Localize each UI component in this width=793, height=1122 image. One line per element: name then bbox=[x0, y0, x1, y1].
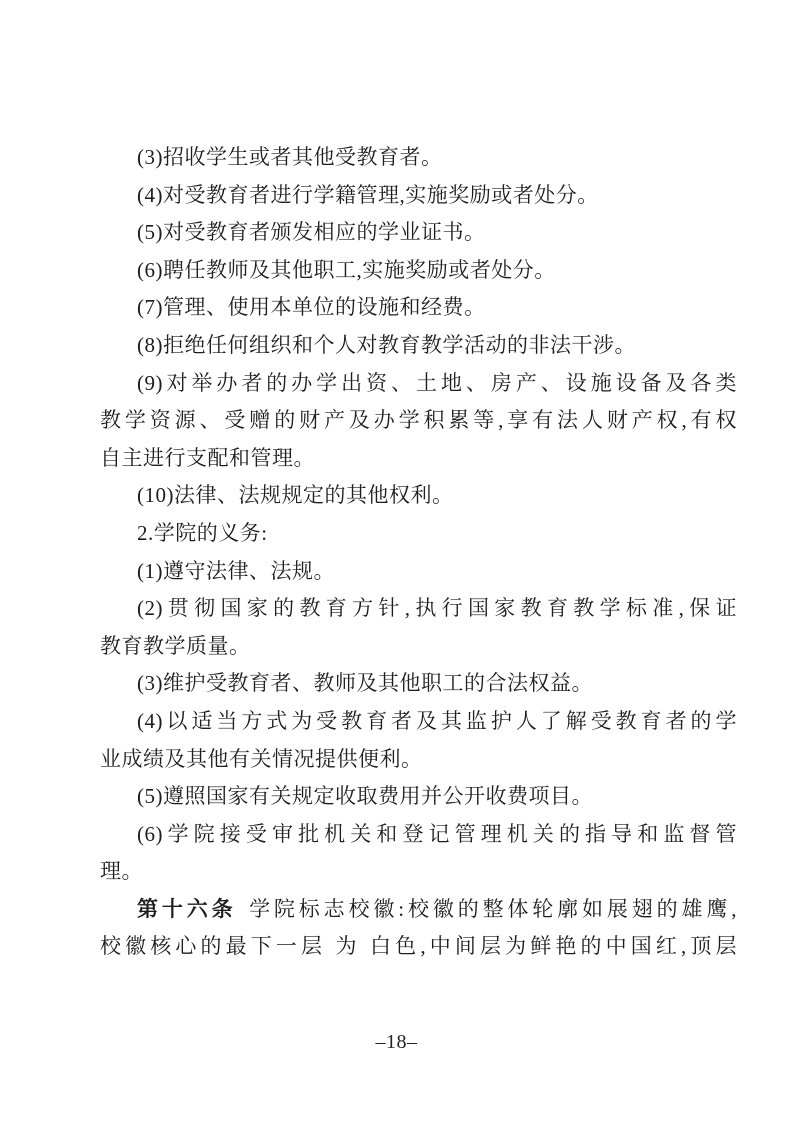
text-line-item-7: (7)管理、使用本单位的设施和经费。 bbox=[137, 295, 486, 320]
text-line-duty-4-a: (4)以适当方式为受教育者及其监护人了解受教育者的学 bbox=[137, 708, 737, 733]
text-line-item-6: (6)聘任教师及其他职工,实施奖励或者处分。 bbox=[137, 257, 556, 282]
text-line-duty-5: (5)遵照国家有关规定收取费用并公开收费项目。 bbox=[137, 784, 593, 809]
text-line-duties-heading: 2.学院的义务: bbox=[137, 520, 268, 545]
text-line-item-9-b: 教学资源、受赠的财产及办学积累等,享有法人财产权,有权 bbox=[100, 408, 737, 433]
text-line-duty-2-a: (2)贯彻国家的教育方针,执行国家教育教学标准,保证 bbox=[137, 596, 737, 621]
text-line-duty-1: (1)遵守法律、法规。 bbox=[137, 558, 335, 583]
text-line-article-16-cont: 校徽核心的最下一层 为 白色,中间层为鲜艳的中国红,顶层 bbox=[100, 934, 737, 959]
text-line-article-16 bbox=[100, 891, 737, 929]
text-line-duty-6-b: 理。 bbox=[100, 859, 143, 884]
text-line-item-8: (8)拒绝任何组织和个人对教育教学活动的非法干涉。 bbox=[137, 332, 636, 357]
article-16-text: 学院标志校徽:校徽的整体轮廓如展翅的雄鹰, bbox=[249, 896, 737, 921]
text-line-item-10: (10)法律、法规规定的其他权利。 bbox=[137, 483, 454, 508]
text-line-duty-3: (3)维护受教育者、教师及其他职工的合法权益。 bbox=[137, 671, 593, 696]
text-line-item-5: (5)对受教育者颁发相应的学业证书。 bbox=[137, 220, 486, 245]
text-line-duty-4-b: 业成绩及其他有关情况提供便利。 bbox=[100, 746, 423, 771]
document-body bbox=[100, 139, 737, 966]
text-line-item-3: (3)招收学生或者其他受教育者。 bbox=[137, 145, 443, 169]
article-16-number: 第十六条 bbox=[137, 896, 237, 921]
text-line-item-4: (4)对受教育者进行学籍管理,实施奖励或者处分。 bbox=[137, 182, 599, 207]
text-line-duty-6-a: (6)学院接受审批机关和登记管理机关的指导和监督管 bbox=[137, 821, 737, 846]
text-line-item-9-a: (9)对举办者的办学出资、土地、房产、设施设备及各类 bbox=[137, 370, 737, 395]
text-line-duty-2-b: 教育教学质量。 bbox=[100, 633, 251, 658]
text-line-item-9-c: 自主进行支配和管理。 bbox=[100, 445, 315, 470]
page-footer bbox=[0, 1031, 793, 1054]
page-number: –18– bbox=[375, 1031, 418, 1053]
